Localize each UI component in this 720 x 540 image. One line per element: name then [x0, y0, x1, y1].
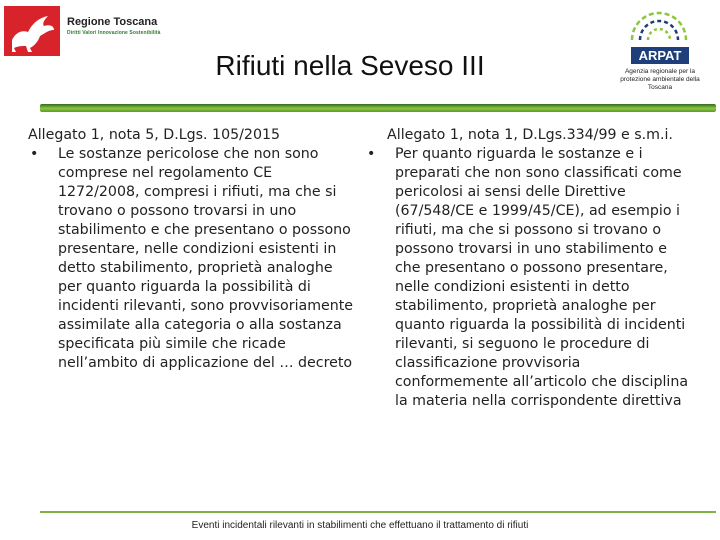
left-bullet-item: [28, 145, 358, 373]
pegasus-icon: [4, 6, 60, 56]
right-bullet-text: Per quanto riguarda le sostanze e i preparati che non sono classificati come pericolosi ai sensi delle Direttive (67/548/CE e 1999/45/CE), ad esempio i rifiuti, ma che si possono si trovano o possono trovarsi in uno stabilimento e che presentano o possono presentare, nelle condizioni esistenti in detto stabilimento, proprietà analoghe per quanto riguarda la possibilità di incidenti rilevanti, si seguono le procedure di classificazione provvisoria conformemente all’articolo che disciplina la materia nella corrispondente direttiva: [395, 146, 689, 409]
header-divider: [40, 104, 716, 112]
page-title: Rifiuti nella Seveso III: [215, 50, 485, 81]
regione-toscana-logo: [4, 6, 60, 56]
left-heading: Allegato 1, nota 5, D.Lgs. 105/2015: [28, 127, 281, 143]
bullet-icon: •: [30, 146, 39, 162]
bullet-icon: •: [367, 146, 376, 162]
left-bullet-text: Le sostanze pericolose che non sono comprese nel regolamento CE 1272/2008, compresi i rifiuti, ma che si trovano o possono trovarsi in uno stabilimento e che presentano o possono presentare, nelle condizioni esistenti in detto stabilimento, proprietà analoghe per quanto riguarda la possibilità di incidenti rilevanti, sono provvisoriamente assimilate alla categoria o alla sostanza specificata più simile che ricade nell’ambito di applicazione del … decreto: [58, 146, 354, 371]
agency-name: ARPAT: [631, 47, 689, 64]
right-bullet-item: [365, 145, 695, 411]
agency-description: Agenzia regionale per la protezione ambientale della Toscana: [620, 68, 700, 91]
arpat-arcs-icon: [628, 6, 690, 42]
footer-text: Eventi incidentali rilevanti in stabilimenti che effettuano il trattamento di rifiuti: [191, 520, 529, 531]
footer-divider: [40, 511, 716, 513]
org-tagline: Diritti Valori Innovazione Sostenibilità: [67, 30, 161, 36]
left-column: [28, 126, 358, 373]
org-name: Regione Toscana: [67, 16, 158, 28]
right-column: [365, 126, 695, 411]
right-heading: Allegato 1, nota 1, D.Lgs.334/99 e s.m.i.: [387, 127, 673, 143]
